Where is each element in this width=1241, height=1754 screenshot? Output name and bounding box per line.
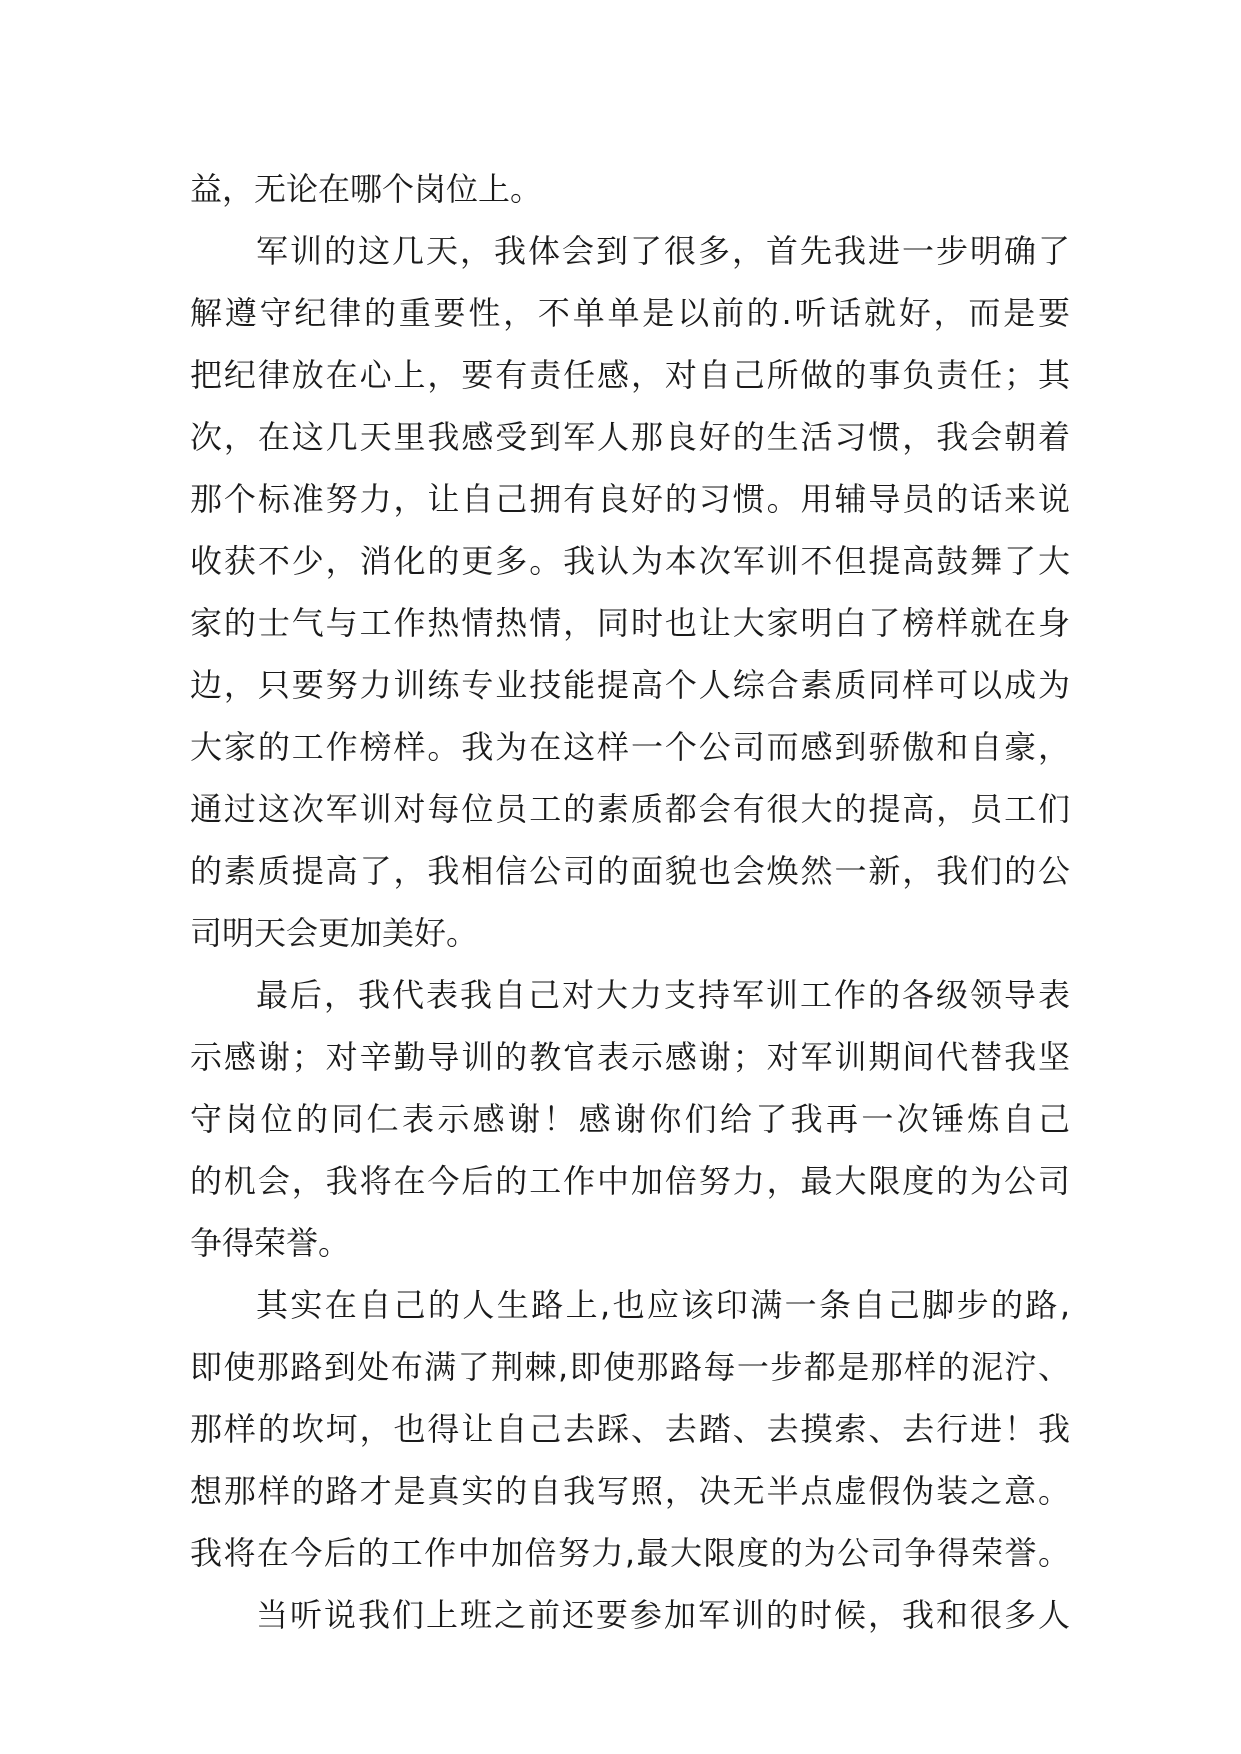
text-line: 通过这次军训对每位员工的素质都会有很大的提高，员工们	[190, 790, 1070, 828]
text-line: 争得荣誉。	[190, 1224, 351, 1262]
text-line: 示感谢；对辛勤导训的教官表示感谢；对军训期间代替我坚	[190, 1038, 1070, 1076]
text-line: 守岗位的同仁表示感谢！感谢你们给了我再一次锤炼自己	[190, 1100, 1070, 1138]
text-line: 司明天会更加美好。	[190, 914, 479, 952]
text-line: 家的士气与工作热情热情，同时也让大家明白了榜样就在身	[190, 604, 1070, 642]
text-line: 军训的这几天，我体会到了很多，首先我进一步明确了	[256, 232, 1070, 270]
document-body	[190, 158, 1070, 1646]
paragraph-5	[190, 1584, 1070, 1646]
text-line: 的机会，我将在今后的工作中加倍努力，最大限度的为公司	[190, 1162, 1070, 1200]
text-line: 那样的坎坷，也得让自己去踩、去踏、去摸索、去行进！我	[190, 1410, 1070, 1448]
text-line: 其实在自己的人生路上,也应该印满一条自己脚步的路,	[256, 1286, 1070, 1324]
text-line: 当听说我们上班之前还要参加军训的时候，我和很多人	[256, 1596, 1070, 1634]
text-line: 次，在这几天里我感受到军人那良好的生活习惯，我会朝着	[190, 418, 1070, 456]
text-line: 益，无论在哪个岗位上。	[190, 170, 543, 208]
text-line: 大家的工作榜样。我为在这样一个公司而感到骄傲和自豪，	[190, 728, 1070, 766]
paragraph-4	[190, 1274, 1070, 1584]
text-line: 即使那路到处布满了荆棘,即使那路每一步都是那样的泥泞、	[190, 1348, 1070, 1386]
text-line: 的素质提高了，我相信公司的面貌也会焕然一新，我们的公	[190, 852, 1070, 890]
paragraph-2	[190, 220, 1070, 964]
paragraph-1	[190, 158, 1070, 220]
text-line: 最后，我代表我自己对大力支持军训工作的各级领导表	[256, 976, 1070, 1014]
text-line: 想那样的路才是真实的自我写照，决无半点虚假伪装之意。	[190, 1472, 1070, 1510]
text-line: 我将在今后的工作中加倍努力,最大限度的为公司争得荣誉。	[190, 1534, 1070, 1572]
text-line: 那个标准努力，让自己拥有良好的习惯。用辅导员的话来说	[190, 480, 1070, 518]
text-line: 把纪律放在心上，要有责任感，对自己所做的事负责任；其	[190, 356, 1070, 394]
text-line: 解遵守纪律的重要性，不单单是以前的.听话就好，而是要	[190, 294, 1070, 332]
text-line: 边，只要努力训练专业技能提高个人综合素质同样可以成为	[190, 666, 1070, 704]
text-line: 收获不少，消化的更多。我认为本次军训不但提高鼓舞了大	[190, 542, 1070, 580]
paragraph-3	[190, 964, 1070, 1274]
